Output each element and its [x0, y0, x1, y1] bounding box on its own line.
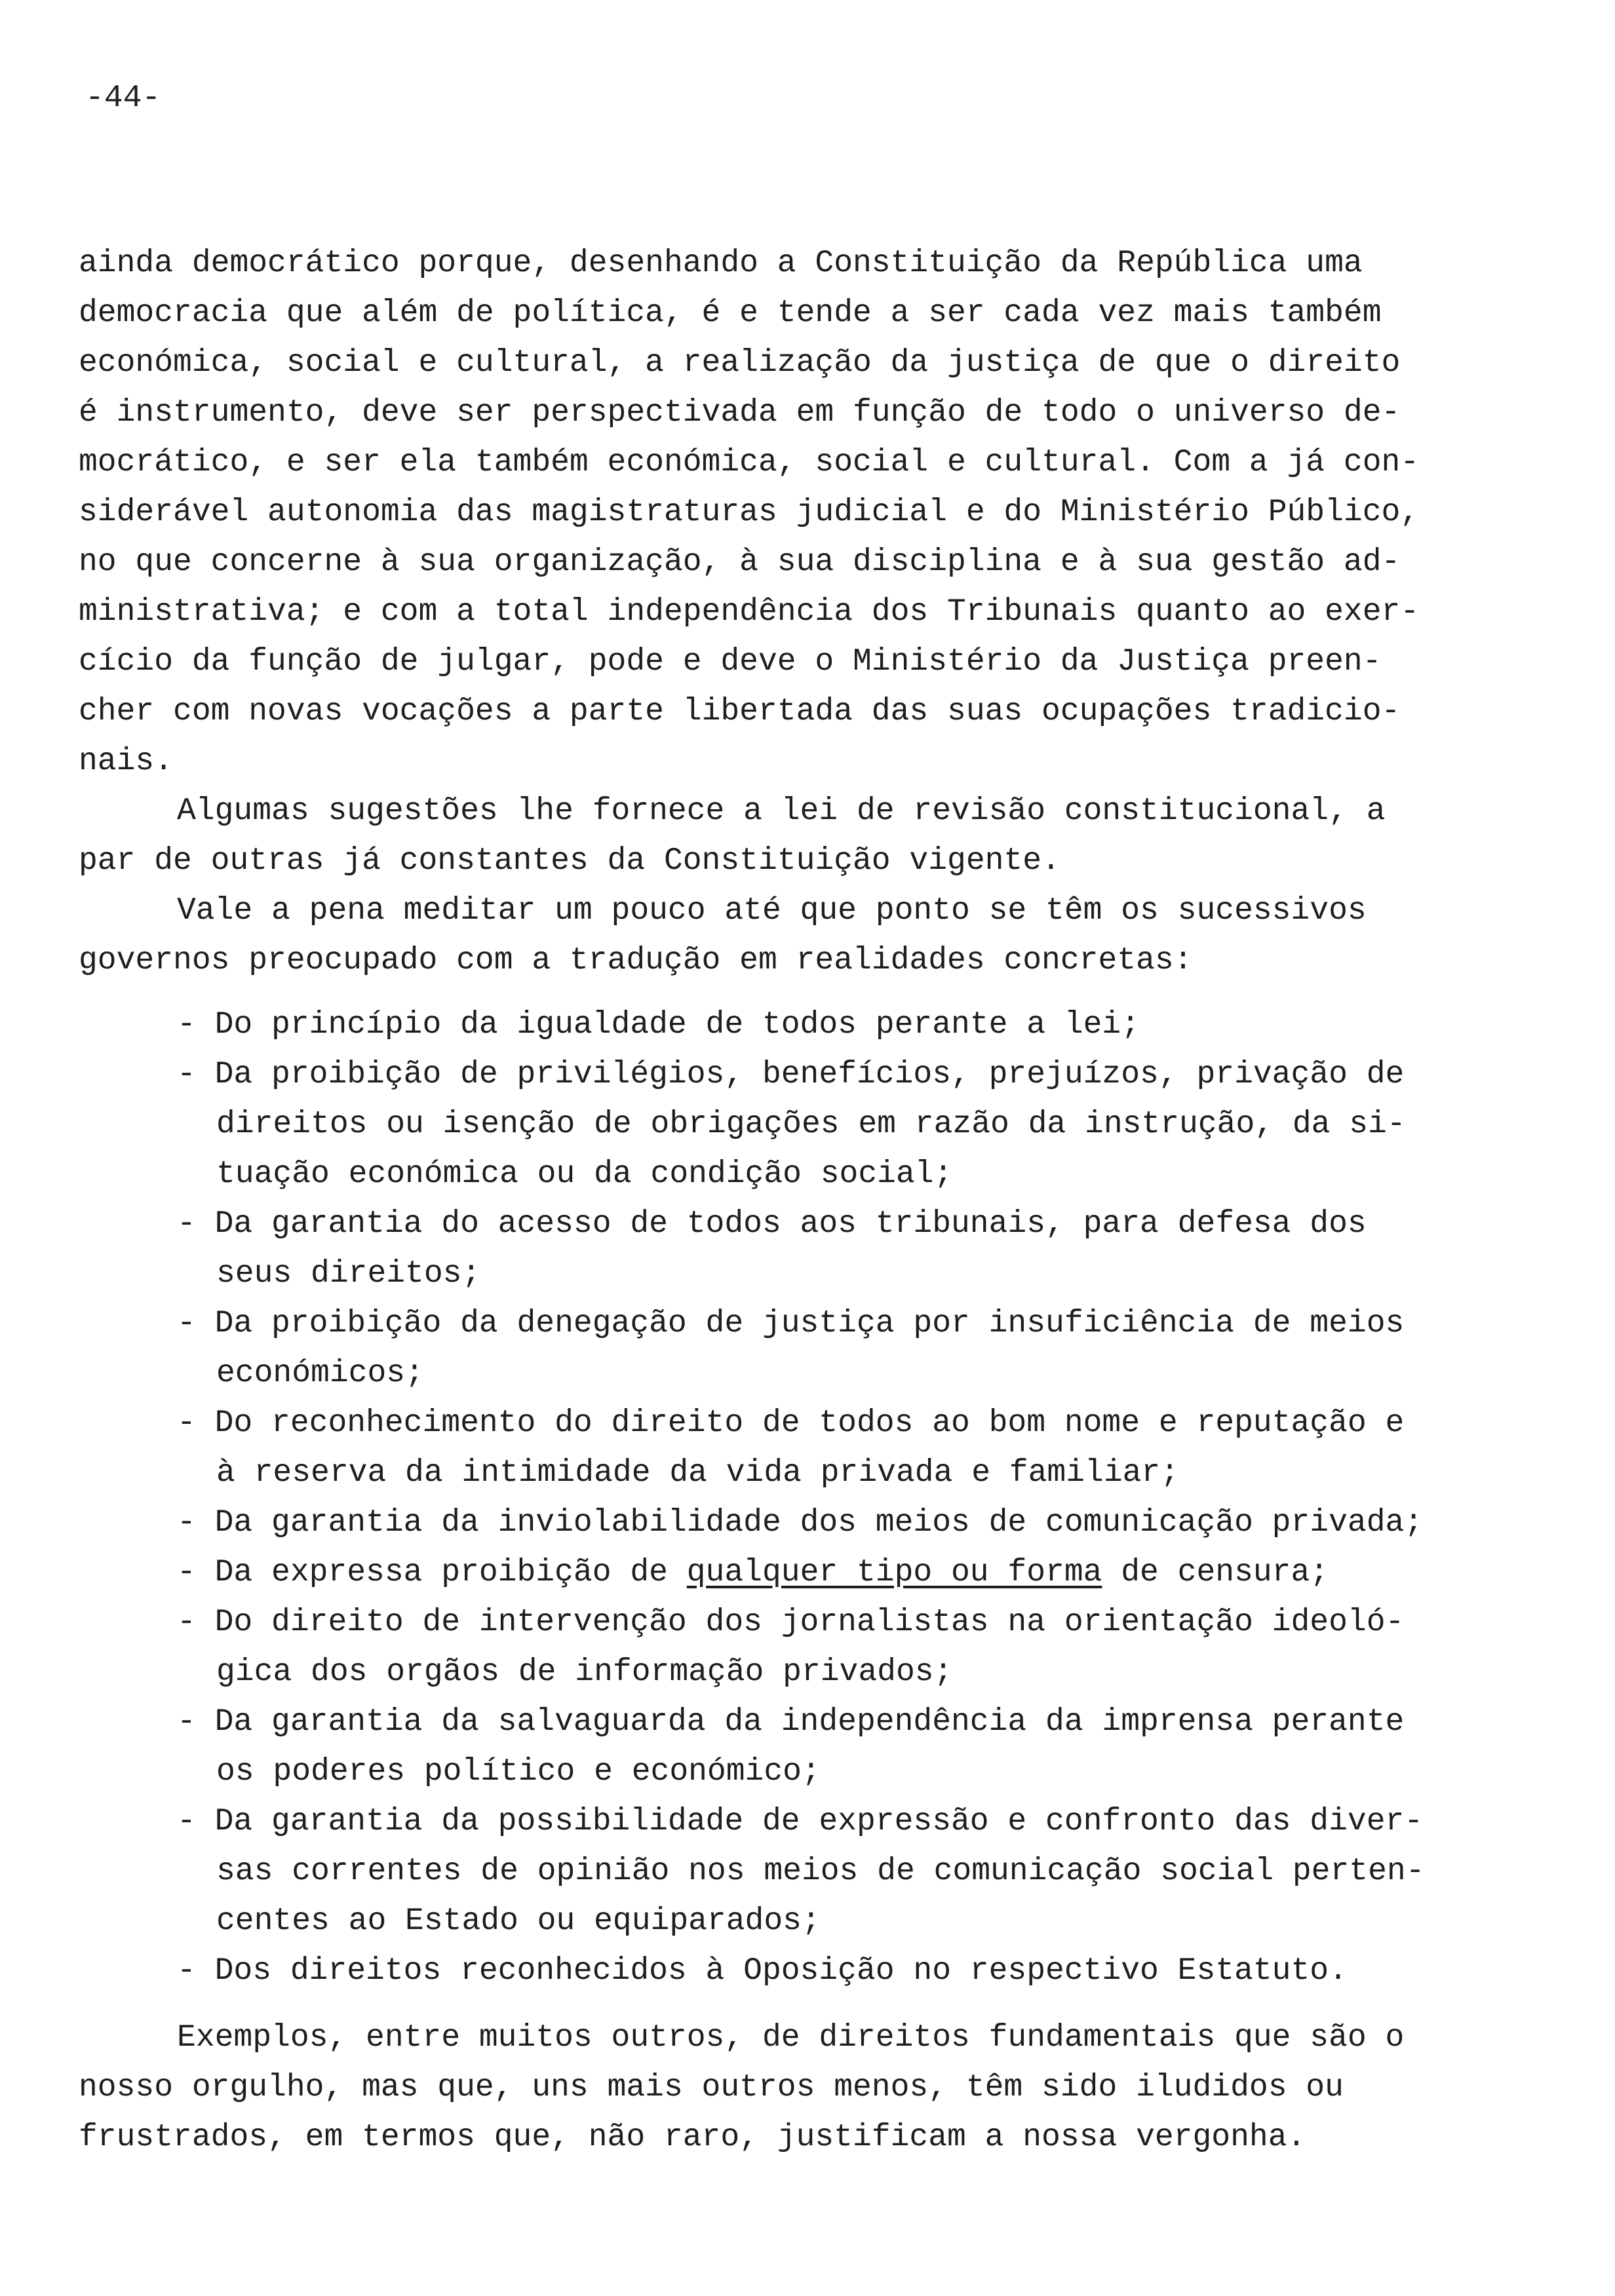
- text-line: Exemplos, entre muitos outros, de direitos fundamentais que são o: [177, 2020, 1405, 2056]
- list-item-continuation: tuação económica ou da condição social;: [216, 1157, 953, 1192]
- list-item-continuation: direitos ou isenção de obrigações em razão da instrução, da si-: [216, 1107, 1406, 1142]
- text-line: Vale a pena meditar um pouco até que ponto se têm os sucessivos: [177, 893, 1367, 928]
- list-item: - Da garantia da salvaguarda da independência da imprensa perante: [177, 1704, 1405, 1740]
- list-item-continuation: à reserva da intimidade da vida privada e familiar;: [216, 1455, 1180, 1491]
- text-line: nosso orgulho, mas que, uns mais outros menos, têm sido iludidos ou: [79, 2070, 1344, 2105]
- list-item-continuation: seus direitos;: [216, 1256, 481, 1292]
- list-item-continuation: centes ao Estado ou equiparados;: [216, 1904, 821, 1939]
- text-line: par de outras já constantes da Constituição vigente.: [79, 843, 1060, 879]
- text-line: no que concerne à sua organização, à sua disciplina e à sua gestão ad-: [79, 545, 1401, 580]
- text-line: frustrados, em termos que, não raro, justificam a nossa vergonha.: [79, 2120, 1306, 2155]
- list-item: - Do reconhecimento do direito de todos ao bom nome e reputação e: [177, 1406, 1405, 1441]
- list-item-continuation: os poderes político e económico;: [216, 1754, 821, 1789]
- list-item: - Da garantia da possibilidade de expressão e confronto das diver-: [177, 1804, 1424, 1839]
- list-item: - Da garantia do acesso de todos aos tribunais, para defesa dos: [177, 1206, 1367, 1242]
- list-item-continuation: sas correntes de opinião nos meios de comunicação social perten-: [216, 1854, 1425, 1889]
- list-item: - Da garantia da inviolabilidade dos meios de comunicação privada;: [177, 1505, 1424, 1540]
- page-number: -44-: [85, 81, 161, 116]
- text-line: cício da função de julgar, pode e deve o Ministério da Justiça preen-: [79, 644, 1382, 679]
- text-line: mocrático, e ser ela também económica, social e cultural. Com a já con-: [79, 445, 1420, 480]
- list-item-continuation: gica dos orgãos de informação privados;: [216, 1655, 953, 1690]
- list-item: - Da proibição da denegação de justiça por insuficiência de meios: [177, 1306, 1405, 1341]
- list-item-text: - Da expressa proibição de: [177, 1555, 687, 1590]
- text-line: económica, social e cultural, a realização da justiça de que o direito: [79, 345, 1401, 381]
- underlined-phrase: qualquer tipo ou forma: [686, 1555, 1102, 1590]
- list-item: [177, 1553, 1593, 1592]
- list-item: - Do princípio da igualdade de todos perante a lei;: [177, 1007, 1140, 1043]
- text-line: governos preocupado com a tradução em realidades concretas:: [79, 943, 1193, 978]
- text-line: é instrumento, deve ser perspectivada em função de todo o universo de-: [79, 395, 1401, 430]
- list-item: - Dos direitos reconhecidos à Oposição no respectivo Estatuto.: [177, 1953, 1348, 1989]
- text-line: Algumas sugestões lhe fornece a lei de revisão constitucional, a: [177, 794, 1386, 829]
- text-line: siderável autonomia das magistraturas judicial e do Ministério Público,: [79, 495, 1420, 530]
- list-item: - Do direito de intervenção dos jornalistas na orientação ideoló-: [177, 1605, 1405, 1640]
- list-item-text: de censura;: [1102, 1555, 1329, 1590]
- text-line: nais.: [79, 744, 174, 779]
- text-line: cher com novas vocações a parte libertada das suas ocupações tradicio-: [79, 694, 1401, 729]
- text-line: ministrativa; e com a total independência dos Tribunais quanto ao exer-: [79, 594, 1420, 630]
- list-item: - Da proibição de privilégios, benefícios, prejuízos, privação de: [177, 1057, 1405, 1092]
- text-line: ainda democrático porque, desenhando a Constituição da República uma: [79, 246, 1363, 281]
- text-line: democracia que além de política, é e tende a ser cada vez mais também: [79, 296, 1382, 331]
- list-item-continuation: económicos;: [216, 1356, 424, 1391]
